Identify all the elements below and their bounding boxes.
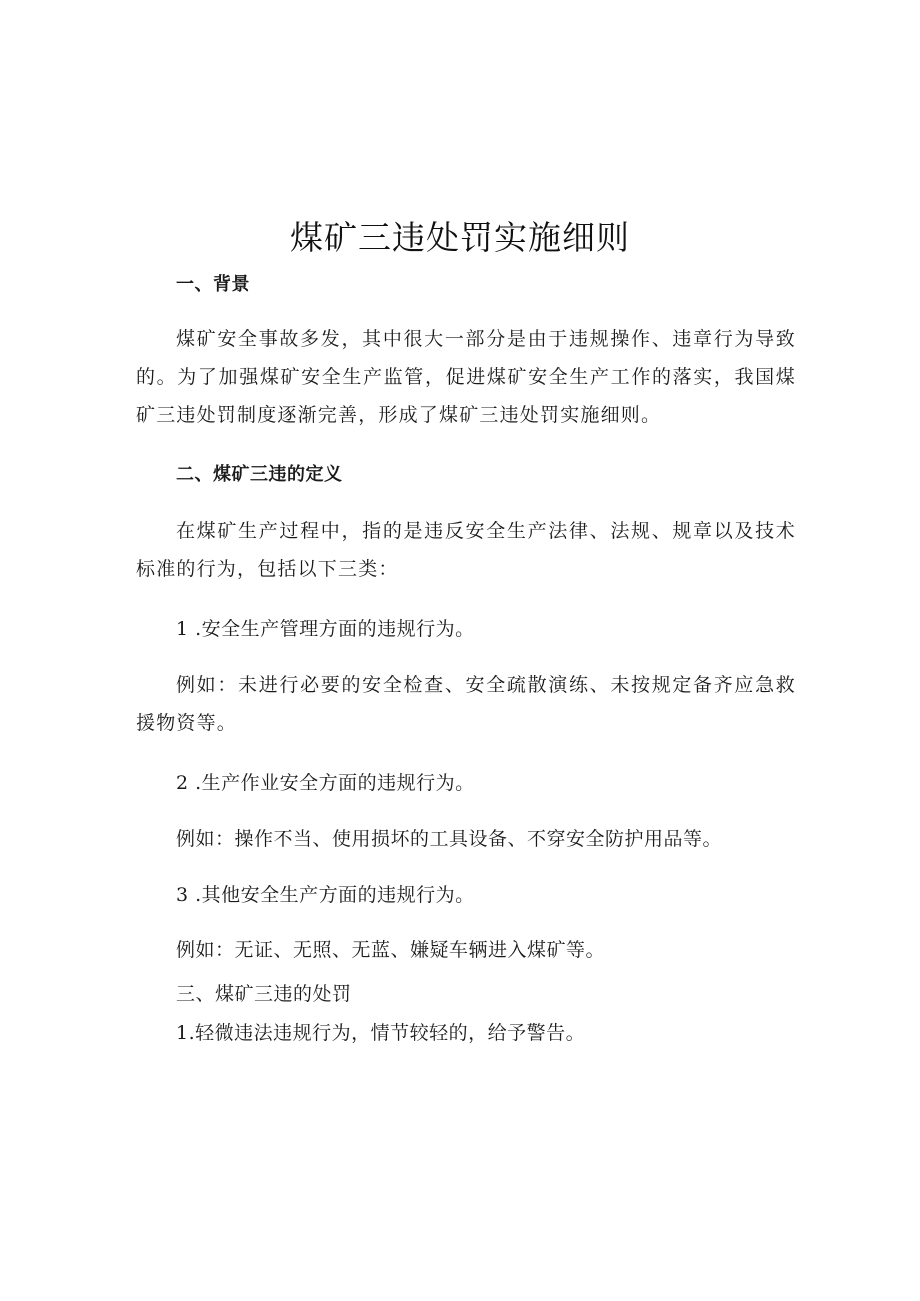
section-heading-background: 一、背景 bbox=[176, 274, 250, 295]
document-title: 煤矿三违处罚实施细则 bbox=[290, 218, 630, 257]
list-item-example: 例如：操作不当、使用损坏的工具设备、不穿安全防护用品等。 bbox=[176, 828, 723, 850]
list-item-example: 例如：无证、无照、无蓝、嫌疑车辆进入煤矿等。 bbox=[176, 939, 606, 961]
list-item-example: 例如：未进行必要的安全检查、安全疏散演练、未按规定备齐应急救援物资等。 bbox=[136, 674, 796, 734]
section-heading-penalty: 三、煤矿三违的处罚 bbox=[176, 983, 352, 1005]
penalty-item: 1.轻微违法违规行为，情节较轻的，给予警告。 bbox=[176, 1022, 586, 1044]
section-heading-definition: 二、煤矿三违的定义 bbox=[176, 464, 343, 485]
list-item-label: 1 .安全生产管理方面的违规行为。 bbox=[176, 618, 475, 640]
section-background-paragraph: 煤矿安全事故多发，其中很大一部分是由于违规操作、违章行为导致的。为了加强煤矿安全生产监管，促进煤矿安全生产工作的落实，我国煤矿三违处罚制度逐渐完善，形成了煤矿三违处罚实施细则。 bbox=[136, 328, 796, 426]
list-item-label: 2 .生产作业安全方面的违规行为。 bbox=[176, 772, 475, 794]
list-item-label: 3 .其他安全生产方面的违规行为。 bbox=[176, 884, 475, 906]
section-definition-paragraph: 在煤矿生产过程中，指的是违反安全生产法律、法规、规章以及技术标准的行为，包括以下三类： bbox=[136, 520, 796, 580]
